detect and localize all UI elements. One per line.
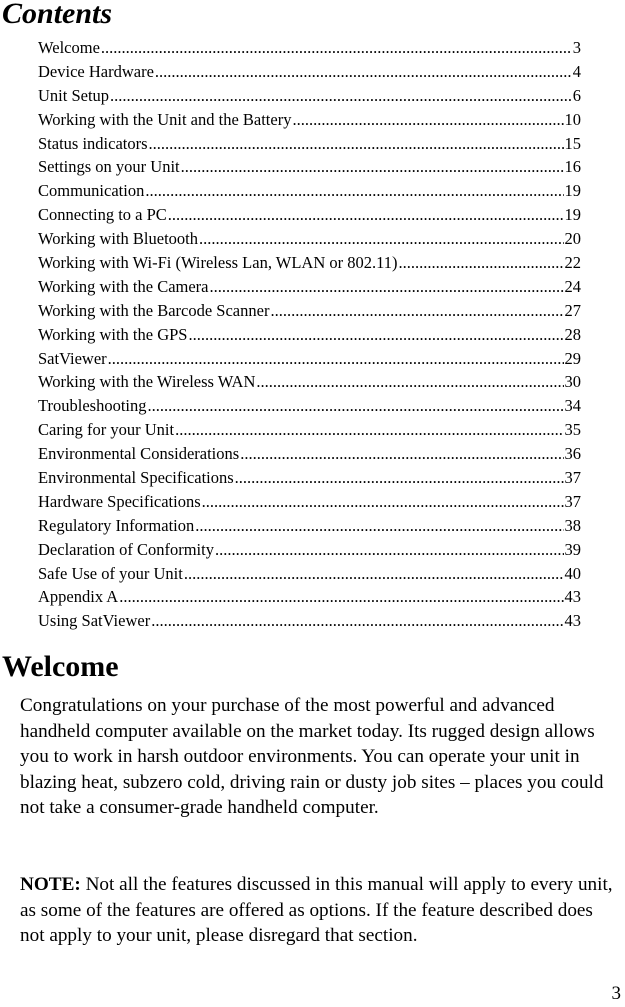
welcome-note-paragraph — [20, 872, 620, 949]
toc-leader-dots — [110, 84, 572, 108]
toc-entry-page: 6 — [572, 85, 581, 105]
toc-entry-page: 19 — [564, 205, 581, 225]
toc-leader-dots — [145, 179, 563, 203]
contents-title: Contents — [2, 0, 113, 30]
toc-entry-page: 3 — [572, 38, 581, 57]
welcome-intro-paragraph: Congratulations on your purchase of the most powerful and advanced handheld computer available on the market today. Its rugged design allows you to work in harsh outdoor environments. You can operate your unit in blazing heat, subzero cold, driving rain or dusty job sites – places you could not take a consumer-grade handheld computer. — [20, 695, 604, 819]
toc-entry-page: 37 — [564, 491, 581, 511]
toc-entry-page: 24 — [564, 276, 581, 296]
toc-entry-page: 29 — [564, 348, 581, 368]
toc-entry-label: Status indicators — [38, 133, 148, 153]
toc-entry-page: 16 — [564, 157, 581, 177]
toc-leader-dots — [195, 514, 563, 538]
toc-entry-label: Troubleshooting — [38, 396, 147, 416]
toc-entry[interactable] — [38, 609, 581, 633]
toc-leader-dots — [215, 538, 564, 562]
toc-entry-label: Safe Use of your Unit — [38, 563, 183, 583]
toc-entry-page: 40 — [564, 563, 581, 583]
toc-entry-page: 36 — [564, 444, 581, 464]
toc-leader-dots — [256, 370, 563, 394]
toc-entry[interactable] — [38, 394, 581, 418]
toc-entry-label: Working with the Camera — [38, 276, 209, 296]
toc-entry[interactable] — [38, 108, 581, 132]
toc-entry[interactable] — [38, 227, 581, 251]
toc-leader-dots — [181, 155, 564, 179]
toc-entry-page: 22 — [564, 253, 581, 273]
toc-leader-dots — [108, 347, 564, 371]
toc-entry-label: Communication — [38, 181, 145, 201]
toc-entry[interactable] — [38, 275, 581, 299]
toc-entry-page: 30 — [564, 372, 581, 392]
toc-leader-dots — [235, 466, 564, 490]
toc-entry-label: Working with Bluetooth — [38, 229, 198, 249]
toc-entry[interactable] — [38, 36, 581, 60]
toc-entry-label: Using SatViewer — [38, 611, 151, 631]
toc-leader-dots — [210, 275, 564, 299]
toc-entry-page: 28 — [564, 324, 581, 344]
toc-entry-label: Working with the Wireless WAN — [38, 372, 256, 392]
toc-leader-dots — [175, 418, 563, 442]
toc-entry[interactable] — [38, 585, 581, 609]
toc-entry[interactable] — [38, 466, 581, 490]
toc-entry[interactable] — [38, 84, 581, 108]
toc-entry-page: 4 — [572, 61, 581, 81]
toc-entry-label: Welcome — [38, 38, 100, 57]
toc-entry-label: Working with the Barcode Scanner — [38, 300, 270, 320]
toc-entry[interactable] — [38, 155, 581, 179]
toc-entry[interactable] — [38, 442, 581, 466]
note-label: NOTE: — [20, 874, 81, 895]
toc-leader-dots — [202, 490, 564, 514]
toc-leader-dots — [101, 36, 572, 60]
table-of-contents — [38, 36, 581, 633]
toc-entry[interactable] — [38, 179, 581, 203]
toc-entry-page: 43 — [564, 611, 581, 631]
toc-entry-label: Device Hardware — [38, 61, 154, 81]
note-text: Not all the features discussed in this manual will apply to every unit, as some of the features are offered as options. If the feature described does not apply to your unit, please disregard that section. — [20, 874, 613, 947]
toc-entry[interactable] — [38, 370, 581, 394]
toc-entry-page: 34 — [564, 396, 581, 416]
toc-entry[interactable] — [38, 299, 581, 323]
toc-entry-label: Working with Wi-Fi (Wireless Lan, WLAN or 802.11) — [38, 253, 398, 273]
toc-entry[interactable] — [38, 418, 581, 442]
page-number: 3 — [611, 983, 621, 1004]
toc-entry-label: Declaration of Conformity — [38, 539, 214, 559]
toc-entry-page: 43 — [564, 587, 581, 607]
toc-entry-page: 38 — [564, 515, 581, 535]
toc-leader-dots — [151, 609, 563, 633]
toc-entry-label: Regulatory Information — [38, 515, 195, 535]
toc-entry[interactable] — [38, 514, 581, 538]
toc-entry-page: 10 — [564, 109, 581, 129]
toc-entry-label: SatViewer — [38, 348, 107, 368]
toc-entry-label: Caring for your Unit — [38, 420, 175, 440]
toc-leader-dots — [148, 394, 564, 418]
toc-leader-dots — [149, 132, 564, 156]
toc-entry-page: 37 — [564, 468, 581, 488]
toc-entry-label: Working with the Unit and the Battery — [38, 109, 292, 129]
toc-entry-page: 20 — [564, 229, 581, 249]
toc-entry-label: Unit Setup — [38, 85, 110, 105]
toc-entry-label: Appendix A — [38, 587, 119, 607]
toc-leader-dots — [184, 562, 564, 586]
toc-entry[interactable] — [38, 347, 581, 371]
toc-entry[interactable] — [38, 60, 581, 84]
toc-entry[interactable] — [38, 323, 581, 347]
toc-entry-label: Environmental Considerations — [38, 444, 240, 464]
toc-leader-dots — [270, 299, 563, 323]
toc-entry-page: 15 — [564, 133, 581, 153]
toc-leader-dots — [240, 442, 563, 466]
toc-entry[interactable] — [38, 490, 581, 514]
toc-entry-page: 35 — [564, 420, 581, 440]
toc-entry[interactable] — [38, 562, 581, 586]
toc-entry-label: Working with the GPS — [38, 324, 188, 344]
toc-leader-dots — [168, 203, 564, 227]
toc-entry[interactable] — [38, 132, 581, 156]
toc-leader-dots — [199, 227, 564, 251]
toc-leader-dots — [292, 108, 563, 132]
toc-entry[interactable] — [38, 203, 581, 227]
toc-leader-dots — [188, 323, 563, 347]
toc-entry-label: Hardware Specifications — [38, 491, 201, 511]
toc-entry-label: Settings on your Unit — [38, 157, 180, 177]
toc-leader-dots — [399, 251, 564, 275]
toc-entry-label: Environmental Specifications — [38, 468, 234, 488]
toc-entry-page: 39 — [564, 539, 581, 559]
welcome-heading: Welcome — [2, 650, 119, 683]
toc-entry-page: 27 — [564, 300, 581, 320]
toc-entry-label: Connecting to a PC — [38, 205, 167, 225]
toc-entry[interactable] — [38, 251, 581, 275]
toc-leader-dots — [155, 60, 572, 84]
toc-entry-page: 19 — [564, 181, 581, 201]
toc-leader-dots — [119, 585, 563, 609]
toc-entry[interactable] — [38, 538, 581, 562]
